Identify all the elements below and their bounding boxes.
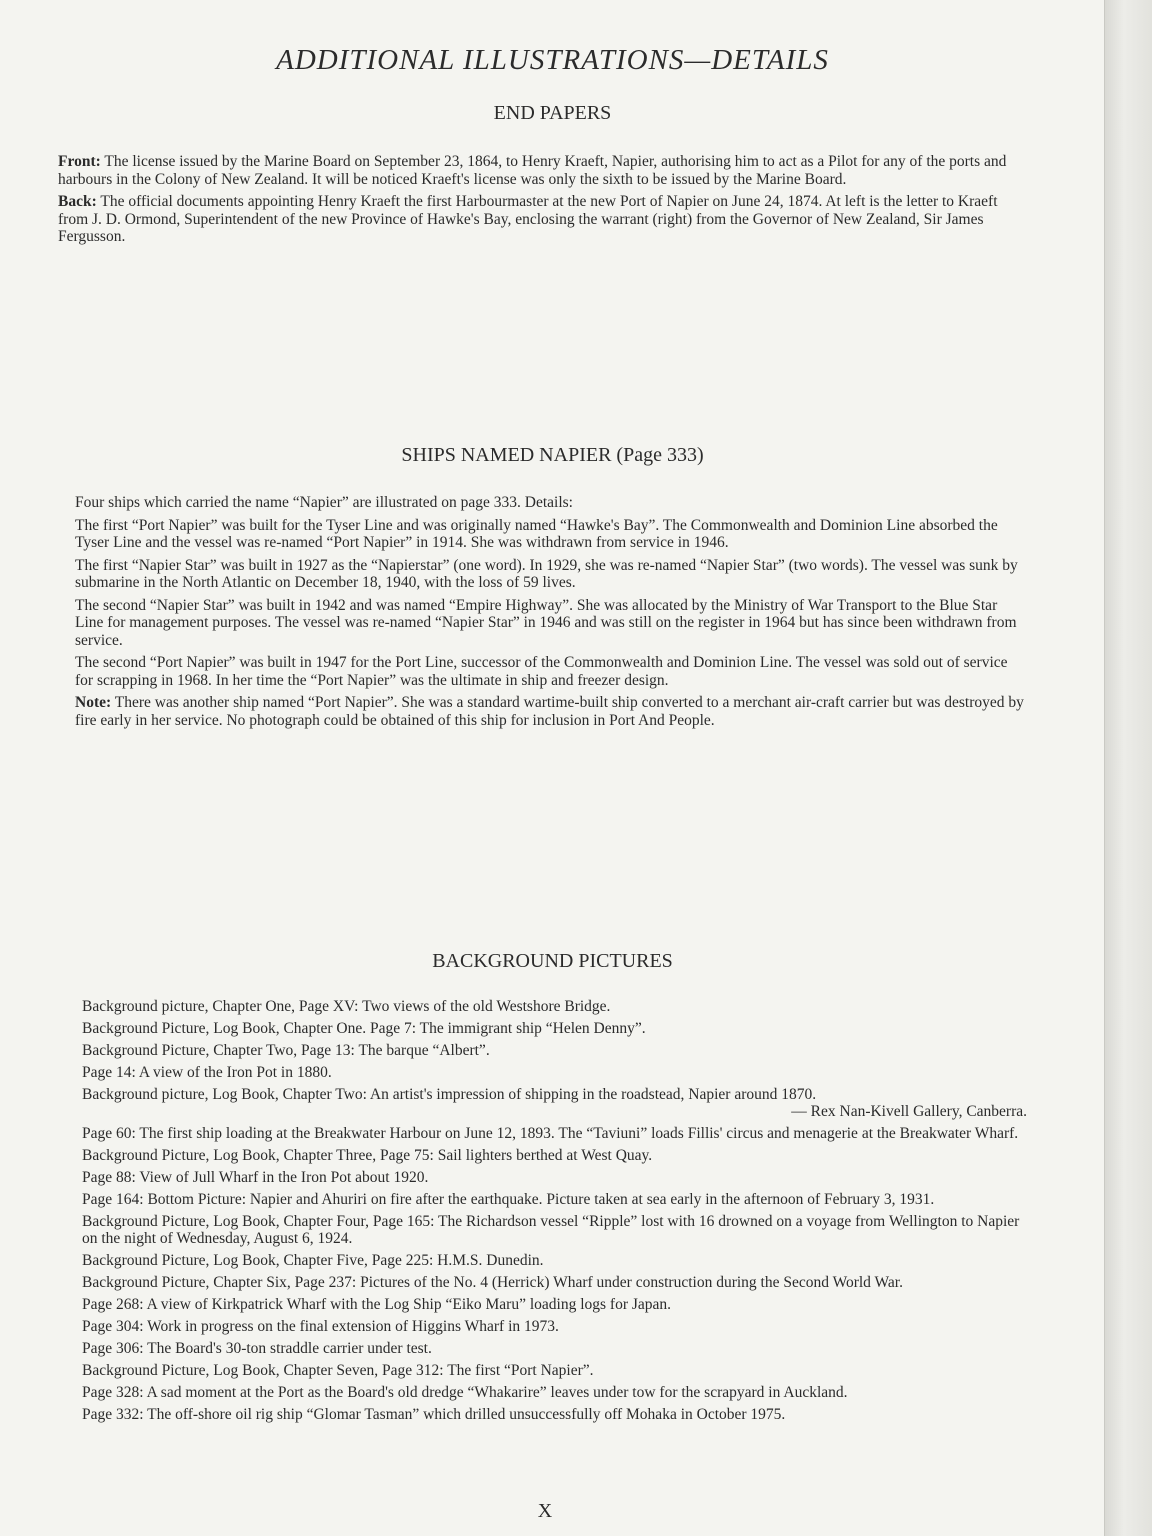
- front-label: Front:: [58, 153, 101, 170]
- ships-paragraph: The first “Napier Star” was built in 1927 as the “Napierstar” (one word). In 1929, she was re-named “Napier Star” (two words). The vessel was sunk by submarine in the North Atlantic on December 18, 1940, with the loss of 59 lives.: [75, 556, 1018, 591]
- end-papers-heading: END PAPERS: [493, 102, 612, 124]
- list-item: Background Picture, Log Book, Chapter Four, Page 165: The Richardson vessel “Ripple” lost with 16 drowned on a voyage from Wellington to Napier on the night of Wednesday, August 6, 1924.: [82, 1213, 1020, 1247]
- list-item: Background Picture, Log Book, Chapter Three, Page 75: Sail lighters berthed at West Quay.: [82, 1147, 653, 1164]
- list-item: Background picture, Chapter One, Page XV: Two views of the old Westshore Bridge.: [82, 998, 611, 1015]
- list-item: Background Picture, Log Book, Chapter Seven, Page 312: The first “Port Napier”.: [82, 1362, 594, 1379]
- list-item: Background Picture, Log Book, Chapter Five, Page 225: H.M.S. Dunedin.: [82, 1252, 544, 1269]
- ships-paragraph: The first “Port Napier” was built for the Tyser Line and was originally named “Hawke's Bay”. The Commonwealth and Dominion Line absorbed the Tyser Line and the vessel was re-named “Port Napier” in 1914. She was withdrawn from service in 1946.: [75, 516, 998, 551]
- list-item: Page 304: Work in progress on the final extension of Higgins Wharf in 1973.: [82, 1318, 559, 1335]
- end-paper-back: [58, 193, 1028, 246]
- background-heading: BACKGROUND PICTURES: [432, 950, 673, 972]
- note-label: Note:: [75, 694, 112, 711]
- list-item: Page 164: Bottom Picture: Napier and Ahuriri on fire after the earthquake. Picture taken at sea early in the afternoon of February 3, 1931.: [82, 1191, 935, 1208]
- front-text: The license issued by the Marine Board on September 23, 1864, to Henry Kraeft, Napier, authorising him to act as a Pilot for any of the ports and harbours in the Colony of New Zealand. It will be noticed Kraeft's license was only the sixth to be issued by the Marine Board.: [58, 153, 1007, 188]
- background-section: [82, 998, 1027, 1428]
- ships-paragraph: The second “Napier Star” was built in 1942 and was named “Empire Highway”. She was allocated by the Ministry of War Transport to the Blue Star Line for management purposes. The vessel was re-named “Napier Star” in 1946 and was still on the register in 1964 but has since been withdrawn from service.: [75, 596, 1017, 649]
- back-label: Back:: [58, 193, 97, 210]
- list-item: Page 328: A sad moment at the Port as the Board's old dredge “Whakarire” leaves under tow for the scrapyard in Auckland.: [82, 1384, 848, 1401]
- list-item: Background Picture, Log Book, Chapter One. Page 7: The immigrant ship “Helen Denny”.: [82, 1020, 646, 1037]
- ships-heading: SHIPS NAMED NAPIER (Page 333): [401, 444, 704, 466]
- page-title: ADDITIONAL ILLUSTRATIONS—DETAILS: [276, 44, 829, 76]
- ships-paragraph: The second “Port Napier” was built in 1947 for the Port Line, successor of the Commonwealth and Dominion Line. The vessel was sold out of service for scrapping in 1968. In her time the “Port Napier” was the ultimate in ship and freezer design.: [75, 654, 1008, 689]
- list-item: Page 306: The Board's 30-ton straddle carrier under test.: [82, 1340, 432, 1357]
- gallery-credit: — Rex Nan-Kivell Gallery, Canberra.: [791, 1103, 1027, 1120]
- list-item: Background Picture, Chapter Two, Page 13: The barque “Albert”.: [82, 1042, 490, 1059]
- list-item: Background picture, Log Book, Chapter Two: An artist's impression of shipping in the roadstead, Napier around 1870.: [82, 1086, 817, 1103]
- list-item: Page 60: The first ship loading at the Breakwater Harbour on June 12, 1893. The “Taviuni” loads Fillis' circus and menagerie at the Breakwater Wharf.: [82, 1125, 1019, 1142]
- note-text: There was another ship named “Port Napier”. She was a standard wartime-built ship converted to a merchant air-craft carrier but was destroyed by fire early in her service. No photograph could be obtained of this ship for inclusion in Port And People.: [75, 694, 1024, 729]
- ships-section: [75, 494, 1027, 734]
- list-item: Page 14: A view of the Iron Pot in 1880.: [82, 1064, 332, 1081]
- end-papers-section: [58, 153, 1028, 251]
- list-item: Page 268: A view of Kirkpatrick Wharf with the Log Ship “Eiko Maru” loading logs for Japan.: [82, 1296, 672, 1313]
- ships-note: [75, 694, 1027, 729]
- list-item: Background Picture, Chapter Six, Page 237: Pictures of the No. 4 (Herrick) Wharf under construction during the Second World War.: [82, 1274, 903, 1291]
- list-item: Page 332: The off-shore oil rig ship “Glomar Tasman” which drilled unsuccessfully off Mohaka in October 1975.: [82, 1406, 786, 1423]
- end-paper-front: [58, 153, 1028, 188]
- adjacent-page-edge: [1104, 0, 1152, 1536]
- back-text: The official documents appointing Henry Kraeft the first Harbourmaster at the new Port of Napier on June 24, 1874. At left is the letter to Kraeft from J. D. Ormond, Superintendent of the new Province of Hawke's Bay, enclosing the warrant (right) from the Governor of New Zealand, Sir James Fergusson.: [58, 193, 998, 245]
- ships-paragraph: Four ships which carried the name “Napier” are illustrated on page 333. Details:: [75, 494, 573, 511]
- page-number: X: [537, 1500, 553, 1522]
- list-item: Page 88: View of Jull Wharf in the Iron Pot about 1920.: [82, 1169, 429, 1186]
